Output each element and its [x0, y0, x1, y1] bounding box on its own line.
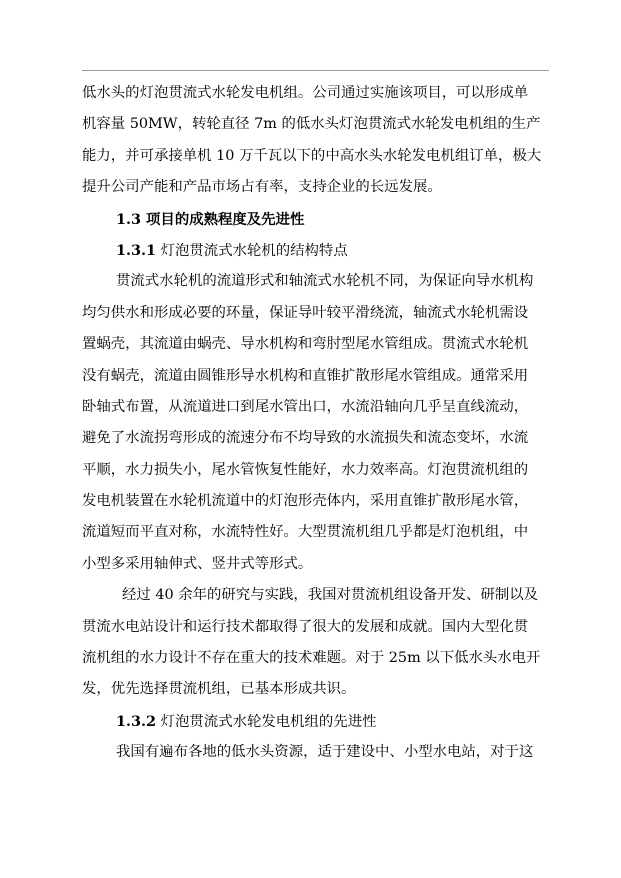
paragraph-1	[82, 78, 552, 204]
paragraph-2	[82, 266, 552, 580]
text-line: 机容量 50MW，转轮直径 7m 的低水头灯泡贯流式水轮发电机组的生产	[82, 116, 541, 133]
section-number: 1.3.1	[116, 241, 157, 259]
paragraph-4	[82, 737, 552, 768]
text-line: 流道短而平直对称，水流特性好。大型贯流机组几乎都是灯泡机组，中	[82, 524, 529, 541]
text-line: 发电机装置在水轮机流道中的灯泡形壳体内，采用直锥扩散形尾水管，	[82, 493, 529, 510]
section-title: 灯泡贯流式水轮机的结构特点	[156, 242, 348, 259]
section-heading-1-3-2	[82, 706, 552, 737]
document-body	[82, 78, 552, 769]
text-line: 流机组的水力设计不存在重大的技术难题。对于 25m 以下低水头水电开	[82, 650, 541, 667]
text-line: 低水头的灯泡贯流式水轮发电机组。公司通过实施该项目，可以形成单	[82, 85, 529, 101]
section-title: 灯泡贯流式水轮发电机组的先进性	[156, 713, 377, 730]
text-line: 平顺，水力损失小，尾水管恢复性能好，水力效率高。灯泡贯流机组的	[82, 461, 529, 478]
paragraph-3	[82, 580, 552, 706]
text-line: 贯流式水轮机的流道形式和轴流式水轮机不同，为保证向导水机构	[116, 273, 534, 290]
section-number: 1.3.2	[116, 712, 157, 730]
text-line: 置蜗壳，其流道由蜗壳、导水机构和弯肘型尾水管组成。贯流式水轮机	[82, 336, 529, 353]
header-rule	[82, 70, 549, 71]
text-line: 我国有遍布各地的低水头资源，适于建设中、小型水电站，对于这	[116, 744, 534, 761]
text-line: 提升公司产能和产品市场占有率，支持企业的长远发展。	[82, 179, 442, 196]
section-heading-1-3-1	[82, 235, 552, 266]
text-line: 贯流水电站设计和运行技术都取得了很大的发展和成就。国内大型化贯	[82, 618, 529, 635]
text-line: 发，优先选择贯流机组，已基本形成共识。	[82, 681, 356, 698]
text-line: 没有蜗壳，流道由圆锥形导水机构和直锥扩散形尾水管组成。通常采用	[82, 367, 529, 384]
text-line: 经过 40 余年的研究与实践，我国对贯流机组设备开发、研制以及	[122, 587, 539, 604]
text-line: 卧轴式布置，从流道进口到尾水管出口，水流沿轴向几乎呈直线流动，	[82, 398, 529, 415]
text-line: 能力，并可承接单机 10 万千瓦以下的中高水头水轮发电机组订单，极大	[82, 147, 542, 164]
text-line: 均匀供水和形成必要的环量，保证导叶较平滑绕流，轴流式水轮机需设	[82, 304, 529, 321]
text-line: 避免了水流拐弯形成的流速分布不均导致的水流损失和流态变坏，水流	[82, 430, 529, 447]
text-line: 小型多采用轴伸式、竖井式等形式。	[82, 555, 313, 572]
section-heading-1-3: 1.3 项目的成熟程度及先进性	[116, 210, 305, 228]
